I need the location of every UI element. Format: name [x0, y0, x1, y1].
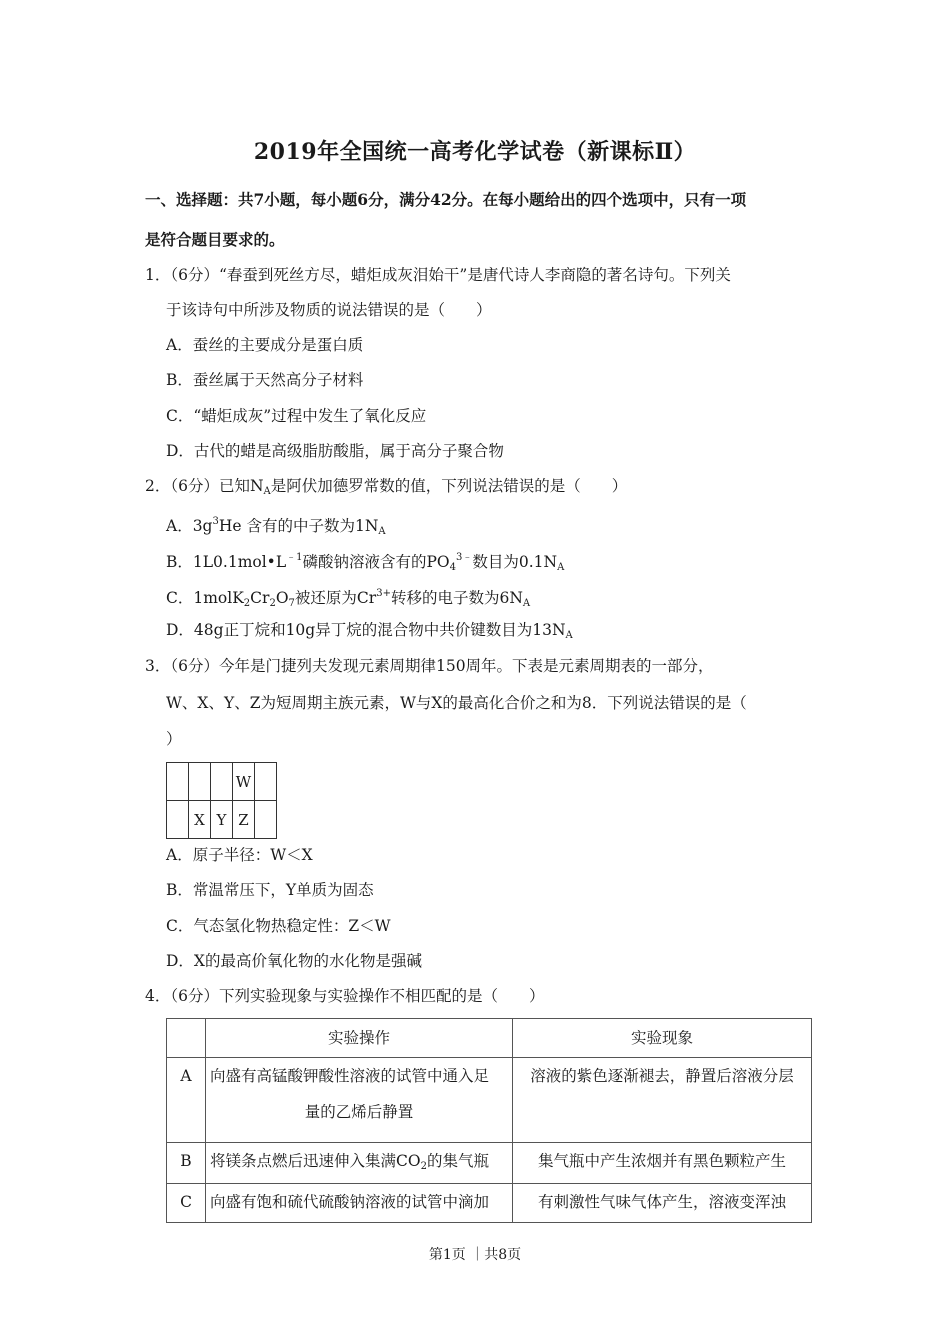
q2-c-mid3: 被还原为Cr — [294, 589, 377, 607]
q2-option-a — [166, 512, 386, 542]
row-label: A — [167, 1058, 206, 1143]
exam-title: 2019年全国统一高考化学试卷（新课标Ⅱ） — [253, 139, 697, 165]
grid-cell — [255, 763, 277, 801]
row-operation: 向盛有饱和硫代硫酸钠溶液的试管中滴加 — [206, 1184, 513, 1223]
row-b-op-sub: 2 — [420, 1161, 427, 1172]
table-row — [167, 1143, 812, 1184]
q1-stem-line2: 于该诗句中所涉及物质的说法错误的是（ ） — [166, 301, 492, 319]
q3-option-d: D．X的最高价氧化物的水化物是强碱 — [166, 952, 422, 970]
q2-stem-pre: 2．（6分）已知N — [145, 477, 264, 495]
table-row — [167, 1184, 812, 1223]
q2-option-b — [166, 548, 564, 578]
q3-stem-line2: W、X、Y、Z为短周期主族元素，W与X的最高化合价之和为8．下列说法错误的是（ — [166, 694, 747, 712]
grid-cell — [211, 763, 233, 801]
row-phenomenon: 有刺激性气味气体产生，溶液变浑浊 — [513, 1184, 812, 1223]
row-phenomenon: 集气瓶中产生浓烟并有黑色颗粒产生 — [513, 1143, 812, 1184]
experiment-table — [166, 1018, 812, 1223]
q2-b-sup1: ﹣1 — [286, 552, 303, 563]
row-operation — [206, 1143, 513, 1184]
q2-c-sub4: A — [522, 598, 531, 609]
grid-cell — [167, 801, 189, 839]
section-heading-line1: 一、选择题：共7小题，每小题6分，满分42分。在每小题给出的四个选项中，只有一项 — [145, 190, 747, 209]
q2-a-mid: He 含有的中子数为1N — [218, 517, 379, 535]
q2-d-pre: D．48g正丁烷和10g异丁烷的混合物中共价键数目为13N — [166, 621, 566, 639]
q2-c-mid2: O — [275, 589, 289, 607]
q1-option-b: B．蚕丝属于天然高分子材料 — [166, 371, 364, 389]
q2-c-mid4: 转移的电子数为6N — [390, 589, 523, 607]
q2-c-mid1: Cr — [250, 589, 270, 607]
q2-stem — [145, 476, 627, 502]
grid-cell-z: Z — [233, 801, 255, 839]
q2-b-pre: B．1L0.1mol•L — [166, 553, 287, 571]
row-a-op-line2: 量的乙烯后静置 — [304, 1103, 414, 1121]
q3-option-c: C．气态氢化物热稳定性：Z＜W — [166, 917, 391, 935]
row-a-op-line1: 向盛有高锰酸钾酸性溶液的试管中通入足 — [210, 1067, 490, 1085]
q2-stem-sub: A — [263, 486, 271, 497]
table-row — [167, 1058, 812, 1143]
q2-b-mid2: 数目为0.1N — [472, 553, 558, 571]
q3-option-b: B．常温常压下，Y单质为固态 — [166, 881, 374, 899]
q2-option-c — [166, 584, 530, 614]
row-operation — [206, 1058, 513, 1143]
q2-c-sub3: 7 — [288, 598, 295, 609]
periodic-table-fragment — [166, 762, 277, 839]
row-label: C — [167, 1184, 206, 1223]
grid-cell-x: X — [189, 801, 211, 839]
q2-c-sup: 3+ — [376, 588, 391, 599]
q4-stem: 4．（6分）下列实验现象与实验操作不相匹配的是（ ） — [145, 987, 545, 1005]
row-phenomenon: 溶液的紫色逐渐褪去，静置后溶液分层 — [513, 1058, 812, 1143]
q2-b-sub2: A — [557, 562, 565, 573]
grid-cell-y: Y — [211, 801, 233, 839]
q2-c-pre: C．1molK — [166, 589, 244, 607]
row-label: B — [167, 1143, 206, 1184]
q1-option-a: A．蚕丝的主要成分是蛋白质 — [166, 336, 364, 354]
q2-d-sub: A — [565, 630, 573, 641]
q2-b-mid: 磷酸钠溶液含有的PO — [302, 553, 450, 571]
table-header-row — [167, 1019, 812, 1058]
q2-a-pre: A．3g — [166, 517, 213, 535]
row-b-op-pre: 将镁条点燃后迅速伸入集满CO — [210, 1152, 421, 1170]
grid-cell — [167, 763, 189, 801]
table-header-phenomenon: 实验现象 — [513, 1019, 812, 1058]
page-footer: 第1页 ｜共8页 — [428, 1247, 522, 1263]
row-b-op-post: 的集气瓶 — [426, 1152, 489, 1170]
q1-stem-line1: 1．（6分）“春蚕到死丝方尽，蜡炬成灰泪始干”是唐代诗人李商隐的著名诗句。下列关 — [145, 266, 731, 284]
table-header-empty — [167, 1019, 206, 1058]
grid-row-2 — [167, 801, 277, 839]
grid-cell-w: W — [233, 763, 255, 801]
table-header-operation: 实验操作 — [206, 1019, 513, 1058]
q1-option-d: D．古代的蜡是高级脂肪酸脂，属于高分子聚合物 — [166, 442, 504, 460]
q1-option-c: C．“蜡炬成灰”过程中发生了氧化反应 — [166, 407, 427, 425]
q2-option-d — [166, 620, 573, 646]
q2-stem-post: 是阿伏加德罗常数的值，下列说法错误的是（ ） — [270, 477, 628, 495]
section-heading-line2: 是符合题目要求的。 — [145, 230, 285, 249]
q2-a-sup: 3 — [212, 516, 219, 527]
grid-cell — [255, 801, 277, 839]
grid-cell — [189, 763, 211, 801]
q2-c-sub1: 2 — [243, 598, 251, 609]
grid-row-1 — [167, 763, 277, 801]
q2-c-sub2: 2 — [269, 598, 276, 609]
q2-a-sub: A — [378, 526, 386, 537]
q2-b-sup2: 3﹣ — [456, 552, 473, 563]
q3-option-a: A．原子半径：W＜X — [166, 846, 313, 864]
q3-stem-line1: 3．（6分）今年是门捷列夫发现元素周期律150周年。下表是元素周期表的一部分， — [145, 657, 714, 675]
q3-stem-line3: ） — [166, 730, 182, 748]
q2-b-sub1: 4 — [449, 562, 457, 573]
